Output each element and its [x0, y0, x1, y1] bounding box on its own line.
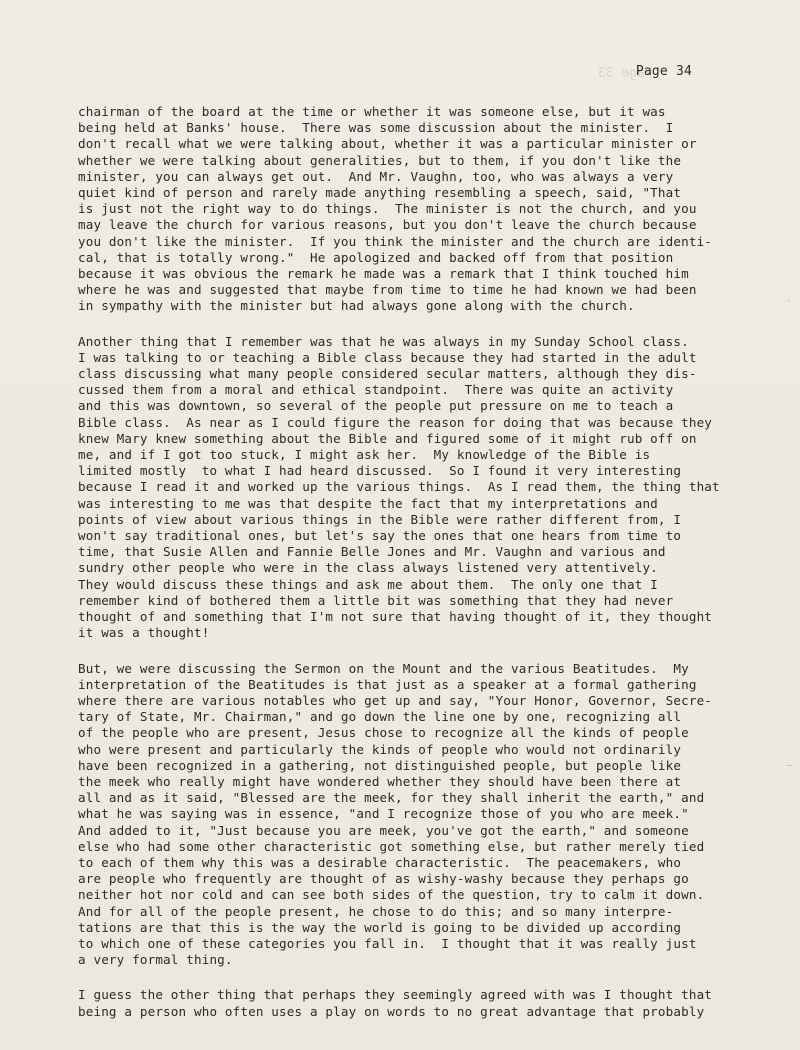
text-line: where he was and suggested that maybe from time to time he had known we had been [78, 282, 697, 298]
text-line: points of view about various things in the Bible were rather different from, I [78, 511, 682, 527]
text-line: who were present and particularly the kinds of people who would not ordinarily [78, 741, 682, 757]
text-line: because I read it and worked up the various things. As I read them, the thing that [78, 479, 720, 495]
text-line: quiet kind of person and rarely made anything resembling a speech, said, "That [78, 185, 682, 201]
text-line: and this was downtown, so several of the people put pressure on me to teach a [78, 398, 674, 414]
text-line: time, that Susie Allen and Fannie Belle Jones and Mr. Vaughn and various and [78, 544, 666, 560]
text-line: to each of them why this was a desirable characteristic. The peacemakers, who [78, 854, 682, 870]
text-line: me, and if I got too stuck, I might ask her. My knowledge of the Bible is [78, 447, 651, 463]
text-line: limited mostly to what I had heard discussed. So I found it very interesting [78, 463, 682, 479]
text-line: it was a thought! [78, 625, 210, 641]
text-line: But, we were discussing the Sermon on the Mount and the various Beatitudes. My [78, 660, 689, 676]
text-line: being a person who often uses a play on words to no great advantage that probably [78, 1003, 705, 1019]
text-line: being held at Banks' house. There was some discussion about the minister. I [78, 120, 674, 136]
text-line: Another thing that I remember was that he was always in my Sunday School class. [78, 333, 689, 349]
text-line: minister, you can always get out. And Mr. Vaughn, too, who was always a very [78, 168, 674, 184]
text-line: all and as it said, "Blessed are the meek, for they shall inherit the earth," and [78, 790, 705, 806]
text-line: may leave the church for various reasons, but you don't leave the church because [78, 217, 697, 233]
text-line: neither hot nor cold and can see both sides of the question, try to calm it down. [78, 887, 705, 903]
text-line: thought of and something that I'm not sure that having thought of it, they thought [78, 609, 713, 625]
text-line: whether we were talking about generalities, but to them, if you don't like the [78, 152, 682, 168]
paragraph [78, 104, 758, 315]
text-line: because it was obvious the remark he made was a remark that I think touched him [78, 266, 689, 282]
text-line: you don't like the minister. If you think the minister and the church are identi- [78, 233, 713, 249]
margin-mark: – [786, 760, 793, 771]
text-line: what he was saying was in essence, "and I recognize those of you who are meek." [78, 806, 689, 822]
body-text [78, 104, 758, 1039]
text-line: have been recognized in a gathering, not distinguished people, but people like [78, 757, 682, 773]
page-number: Page 34 [635, 64, 692, 79]
margin-mark: · [786, 296, 793, 307]
text-line: chairman of the board at the time or whether it was someone else, but it was [78, 104, 666, 119]
text-line: to which one of these categories you fall in. I thought that it was really just [78, 935, 697, 951]
paragraph [78, 987, 758, 1019]
text-line: in sympathy with the minister but had always gone along with the church. [78, 298, 635, 314]
paragraph [78, 334, 758, 642]
bleed-through-page-number: Page 33 [598, 66, 653, 81]
text-line: They would discuss these things and ask me about them. The only one that I [78, 576, 658, 592]
text-line: don't recall what we were talking about, whether it was a particular minister or [78, 136, 697, 152]
text-line: cal, that is totally wrong." He apologized and backed off from that position [78, 249, 674, 265]
text-line: a very formal thing. [78, 952, 233, 968]
text-line: are people who frequently are thought of as wishy-washy because they perhaps go [78, 871, 689, 887]
text-line: was interesting to me was that despite the fact that my interpretations and [78, 495, 658, 511]
text-line: I guess the other thing that perhaps they seemingly agreed with was I thought that [78, 987, 713, 1003]
text-line: interpretation of the Beatitudes is that just as a speaker at a formal gathering [78, 676, 697, 692]
text-line: I was talking to or teaching a Bible class because they had started in the adult [78, 349, 697, 365]
text-line: class discussing what many people considered secular matters, although they dis- [78, 366, 697, 382]
text-line: cussed them from a moral and ethical standpoint. There was quite an activity [78, 382, 674, 398]
text-line: remember kind of bothered them a little bit was something that they had never [78, 592, 674, 608]
text-line: where there are various notables who get up and say, "Your Honor, Governor, Secre- [78, 692, 713, 708]
text-line: knew Mary knew something about the Bible and figured some of it might rub off on [78, 430, 697, 446]
text-line: tations are that this is the way the world is going to be divided up according [78, 919, 682, 935]
text-line: the meek who really might have wondered whether they should have been there at [78, 773, 682, 789]
text-line: is just not the right way to do things. The minister is not the church, and you [78, 201, 697, 217]
text-line: else who had some other characteristic got something else, but rather merely tied [78, 838, 705, 854]
paragraph [78, 661, 758, 969]
text-line: And for all of the people present, he chose to do this; and so many interpre- [78, 903, 674, 919]
text-line: Bible class. As near as I could figure the reason for doing that was because they [78, 414, 713, 430]
text-line: won't say traditional ones, but let's say the ones that one hears from time to [78, 528, 682, 544]
text-line: And added to it, "Just because you are meek, you've got the earth," and someone [78, 822, 689, 838]
text-line: tary of State, Mr. Chairman," and go down the line one by one, recognizing all [78, 709, 682, 725]
text-line: sundry other people who were in the class always listened very attentively. [78, 560, 658, 576]
text-line: of the people who are present, Jesus chose to recognize all the kinds of people [78, 725, 689, 741]
